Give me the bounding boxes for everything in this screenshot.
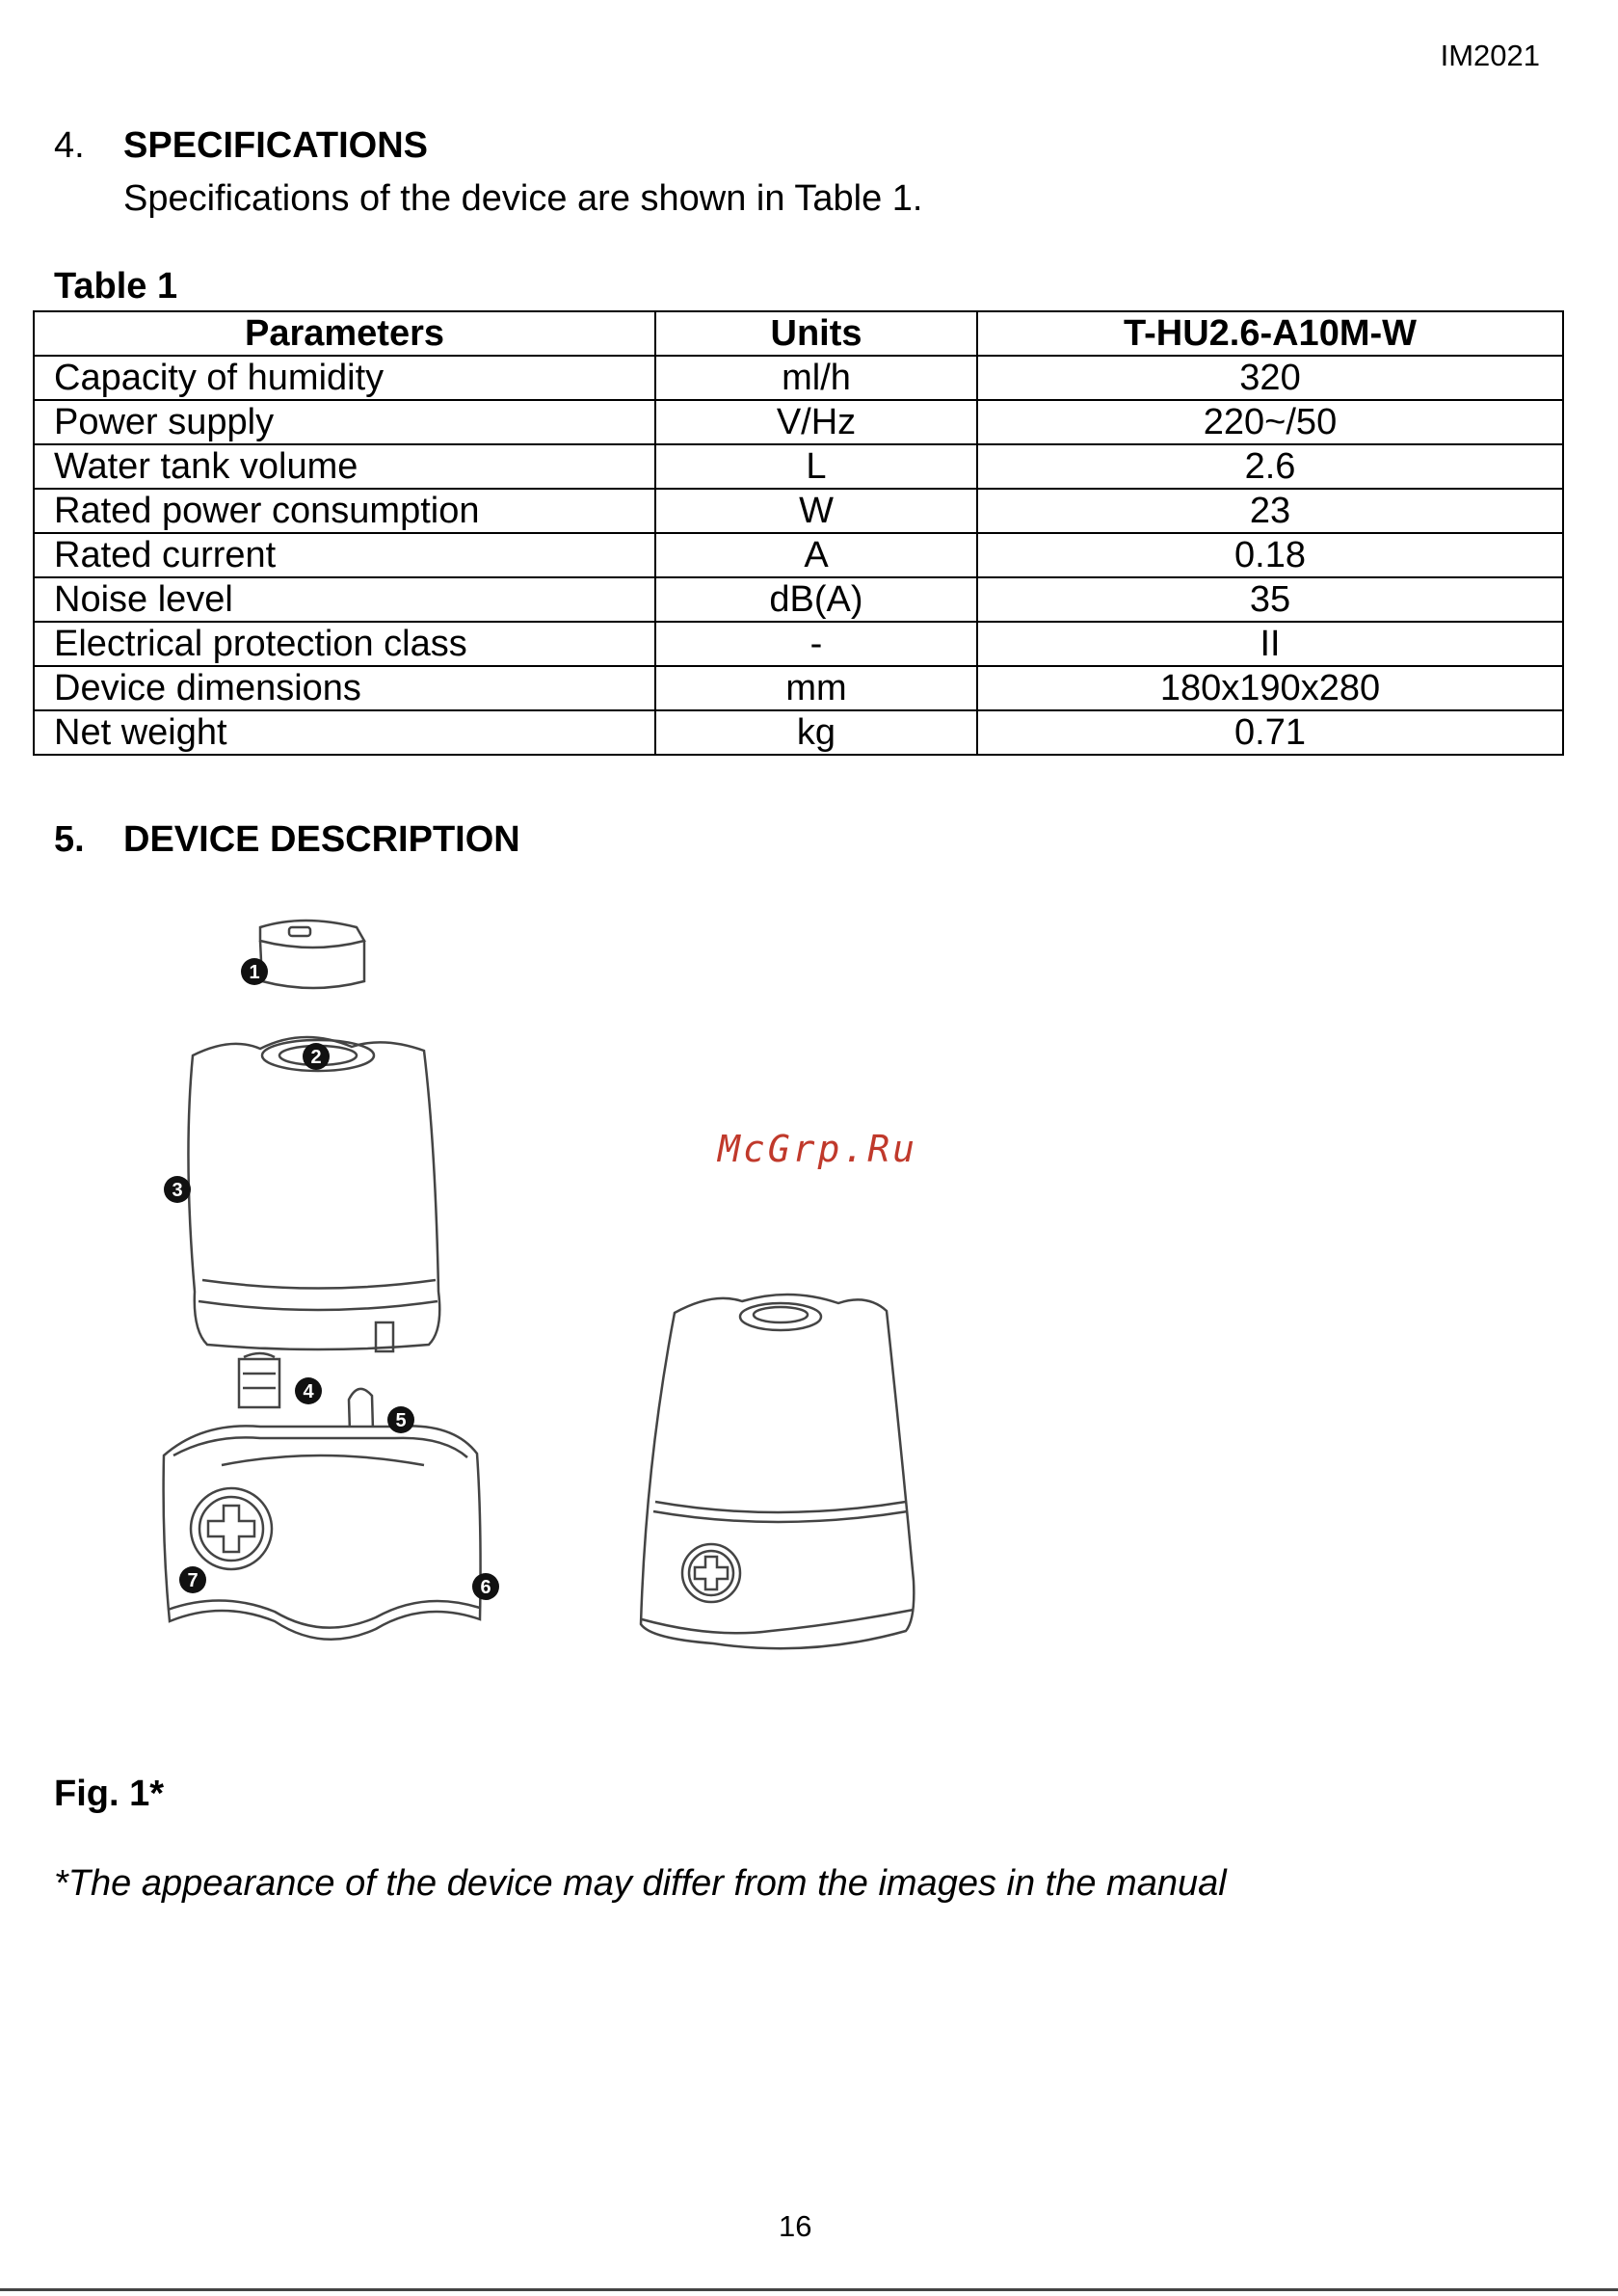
section-title: DEVICE DESCRIPTION bbox=[123, 819, 520, 860]
device-illustration bbox=[135, 906, 964, 1716]
unit-cell: - bbox=[655, 622, 977, 666]
parameter-cell: Rated current bbox=[34, 533, 655, 577]
callout-1 bbox=[241, 958, 268, 985]
unit-cell: dB(A) bbox=[655, 577, 977, 622]
svg-text:7: 7 bbox=[187, 1570, 199, 1591]
unit-cell: mm bbox=[655, 666, 977, 710]
value-cell: II bbox=[977, 622, 1563, 666]
parameter-cell: Capacity of humidity bbox=[34, 356, 655, 400]
base-part bbox=[164, 1426, 481, 1639]
figure-caption: Fig. 1* bbox=[54, 1774, 165, 1814]
table-row bbox=[34, 400, 1563, 444]
section-number: 5. bbox=[54, 819, 85, 860]
table-row bbox=[34, 710, 1563, 755]
parameter-cell: Electrical protection class bbox=[34, 622, 655, 666]
parameter-cell: Noise level bbox=[34, 577, 655, 622]
watermark: McGrp.Ru bbox=[718, 1128, 918, 1170]
svg-text:4: 4 bbox=[303, 1381, 314, 1402]
page-number: 16 bbox=[779, 2209, 812, 2243]
value-cell: 0.71 bbox=[977, 710, 1563, 755]
header-parameters: Parameters bbox=[34, 311, 655, 356]
value-cell: 0.18 bbox=[977, 533, 1563, 577]
value-cell: 23 bbox=[977, 489, 1563, 533]
value-cell: 180x190x280 bbox=[977, 666, 1563, 710]
svg-text:3: 3 bbox=[172, 1180, 183, 1201]
unit-cell: A bbox=[655, 533, 977, 577]
specifications-table bbox=[33, 310, 1564, 756]
figure-note: *The appearance of the device may differ from the images in the manual bbox=[54, 1863, 1227, 1904]
parameter-cell: Net weight bbox=[34, 710, 655, 755]
parameter-cell: Rated power consumption bbox=[34, 489, 655, 533]
value-cell: 220~/50 bbox=[977, 400, 1563, 444]
cap-part bbox=[260, 921, 364, 988]
unit-cell: L bbox=[655, 444, 977, 489]
callout-6 bbox=[472, 1573, 499, 1600]
value-cell: 2.6 bbox=[977, 444, 1563, 489]
section-title: SPECIFICATIONS bbox=[123, 125, 428, 166]
svg-text:2: 2 bbox=[310, 1047, 322, 1068]
water-tank-part bbox=[188, 1037, 439, 1351]
assembled-device bbox=[641, 1295, 914, 1648]
table-row bbox=[34, 577, 1563, 622]
parameter-cell: Device dimensions bbox=[34, 666, 655, 710]
svg-text:5: 5 bbox=[395, 1410, 407, 1431]
parameter-cell: Water tank volume bbox=[34, 444, 655, 489]
parameter-cell: Power supply bbox=[34, 400, 655, 444]
value-cell: 320 bbox=[977, 356, 1563, 400]
filter-part bbox=[239, 1353, 279, 1407]
table-row bbox=[34, 533, 1563, 577]
unit-cell: V/Hz bbox=[655, 400, 977, 444]
table-row bbox=[34, 356, 1563, 400]
table-row bbox=[34, 622, 1563, 666]
callout-7 bbox=[179, 1566, 206, 1593]
svg-text:6: 6 bbox=[480, 1577, 491, 1598]
document-code: IM2021 bbox=[1440, 39, 1540, 72]
callout-3 bbox=[164, 1176, 191, 1203]
header-units: Units bbox=[655, 311, 977, 356]
section-number: 4. bbox=[54, 125, 85, 166]
table-header-row bbox=[34, 311, 1563, 356]
table-caption: Table 1 bbox=[54, 266, 178, 307]
table-row bbox=[34, 444, 1563, 489]
table-row bbox=[34, 489, 1563, 533]
callout-4 bbox=[295, 1377, 322, 1404]
svg-text:1: 1 bbox=[249, 962, 260, 983]
bottom-divider bbox=[0, 2288, 1618, 2291]
callout-5 bbox=[387, 1406, 414, 1433]
header-model: T-HU2.6-A10M-W bbox=[977, 311, 1563, 356]
callout-2 bbox=[303, 1043, 330, 1070]
unit-cell: W bbox=[655, 489, 977, 533]
table-row bbox=[34, 666, 1563, 710]
unit-cell: kg bbox=[655, 710, 977, 755]
section-description: Specifications of the device are shown in Table 1. bbox=[123, 178, 923, 219]
value-cell: 35 bbox=[977, 577, 1563, 622]
unit-cell: ml/h bbox=[655, 356, 977, 400]
